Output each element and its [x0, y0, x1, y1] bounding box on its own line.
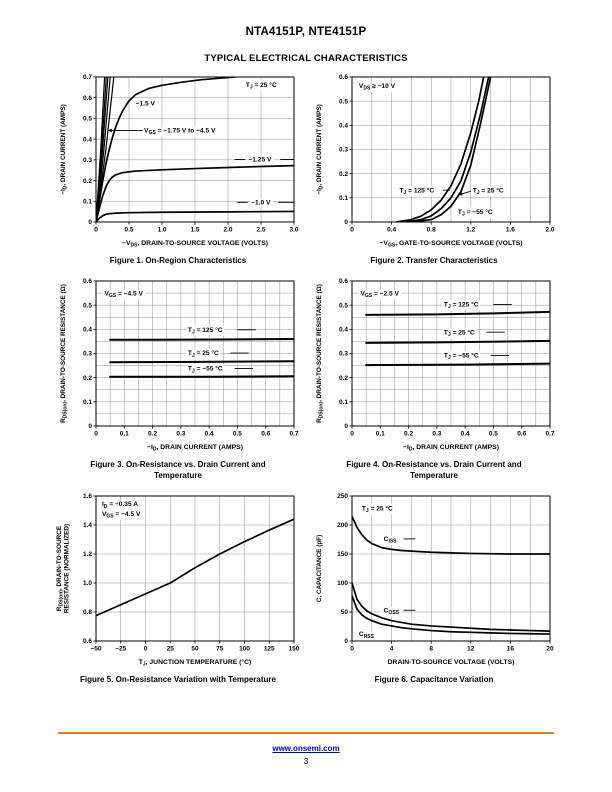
svg-text:0: 0: [88, 219, 92, 227]
svg-text:0: 0: [350, 226, 354, 234]
svg-text:0.6: 0.6: [82, 638, 92, 646]
svg-text:CISS: $C_{ISS}$: [383, 536, 397, 545]
section-title: TYPICAL ELECTRICAL CHARACTERISTICS: [204, 53, 408, 64]
figure-4-caption: Figure 4. On-Resistance vs. Drain Current and Temperature: [346, 460, 522, 480]
y-axis-title: [316, 284, 325, 423]
svg-text:COSS: $C_{OSS}$: [383, 607, 400, 617]
svg-text:TJ = 25 °C: $T_J = 25$ °C: [472, 187, 504, 196]
annotations: [134, 81, 278, 207]
svg-text:−ID, DRAIN CURRENT (AMPS): $-I_D$, DRAIN CURRENT (AMPS): [403, 444, 499, 453]
x-axis-title: [388, 659, 515, 666]
grid-lines: [352, 496, 550, 641]
svg-text:1.6: 1.6: [505, 226, 515, 234]
svg-text:0.4: 0.4: [460, 430, 470, 438]
svg-text:0.3: 0.3: [432, 430, 442, 438]
x-axis-title: [139, 658, 252, 668]
svg-text:0.1: 0.1: [338, 399, 348, 407]
x-axis-title: [379, 240, 522, 249]
svg-text:−1.5 V: −1.5 V: [135, 100, 155, 108]
x-axis-title: [147, 444, 243, 453]
svg-text:1.2: 1.2: [82, 551, 92, 559]
svg-text:0: 0: [350, 430, 354, 438]
svg-text:2.5: 2.5: [256, 226, 266, 234]
figure-2-caption: Figure 2. Transfer Characteristics: [370, 256, 498, 265]
figure-6: [310, 491, 558, 685]
svg-text:250: 250: [337, 493, 348, 501]
y-axis-title: [60, 104, 69, 194]
svg-text:3.0: 3.0: [289, 226, 299, 234]
svg-text:50: 50: [340, 609, 348, 617]
svg-text:0.1: 0.1: [82, 198, 92, 206]
svg-text:0: 0: [88, 423, 92, 431]
svg-text:TJ = −55 °C: $T_J = -55$ °C: [443, 353, 479, 362]
svg-text:8: 8: [429, 645, 434, 653]
svg-text:0.4: 0.4: [338, 122, 348, 130]
svg-text:−25: −25: [115, 645, 127, 653]
svg-text:25: 25: [166, 645, 174, 653]
svg-text:75: 75: [216, 645, 224, 653]
svg-text:VGS = −1.75 V to −4.5 V: $V_{GS} = -1.75$ V to −4.5 V: [144, 127, 216, 137]
annotations: [357, 504, 401, 640]
svg-text:0.1: 0.1: [119, 430, 129, 438]
svg-text:0.6: 0.6: [82, 94, 92, 102]
grid-lines: [352, 77, 550, 222]
y-axis-title: [316, 535, 323, 603]
svg-text:0.2: 0.2: [82, 375, 92, 383]
footer-divider: [58, 732, 554, 735]
svg-text:0.5: 0.5: [232, 430, 242, 438]
svg-text:VGS = −4.5 V: $V_{GS} = -4.5$ V: [101, 511, 141, 520]
svg-text:DRAIN-TO-SOURCE VOLTAGE (VOLTS: DRAIN-TO-SOURCE VOLTAGE (VOLTS): [387, 659, 515, 667]
page-number: 3: [303, 757, 309, 766]
svg-text:100: 100: [337, 580, 348, 588]
svg-text:−VGS, GATE-TO-SOURCE VOLTAGE (: $-V_{GS}$, GATE-TO-SOURCE VOLTAGE (VOLTS): [379, 240, 523, 249]
svg-text:1.6: 1.6: [82, 493, 92, 501]
figure-4-chart: [310, 276, 558, 457]
svg-text:TJ = −55 °C: $T_J = -55$ °C: [457, 209, 493, 218]
svg-text:0.6: 0.6: [82, 278, 92, 286]
svg-text:0.5: 0.5: [124, 226, 134, 234]
svg-text:0.3: 0.3: [176, 430, 186, 438]
svg-text:0.2: 0.2: [148, 430, 158, 438]
svg-text:0.2: 0.2: [338, 375, 348, 383]
figure-3: [54, 276, 302, 481]
svg-text:−50: −50: [90, 645, 102, 653]
figure-2-chart: [310, 72, 558, 253]
svg-text:0.4: 0.4: [82, 136, 92, 144]
svg-text:0.1: 0.1: [82, 399, 92, 407]
svg-text:0: 0: [350, 645, 354, 653]
figure-3-caption: Figure 3. On-Resistance vs. Drain Current and Temperature: [90, 460, 266, 480]
svg-text:C, CAPACITANCE (pF): C, CAPACITANCE (pF): [316, 534, 323, 603]
svg-text:2.0: 2.0: [545, 226, 555, 234]
svg-text:0.6: 0.6: [338, 74, 348, 82]
annotations: [100, 501, 142, 520]
svg-text:TJ = 125 °C: $T_J = 125$ °C: [187, 327, 223, 337]
figure-5: [54, 491, 302, 685]
svg-text:−VDS, DRAIN-TO-SOURCE VOLTAGE: $-V_{DS}$, DRAIN-TO-SOURCE VOLTAGE (VOLTS): [122, 240, 268, 249]
svg-text:0.5: 0.5: [488, 430, 498, 438]
x-axis-title: [122, 240, 268, 249]
svg-text:200: 200: [337, 522, 348, 530]
svg-text:TJ, JUNCTION TEMPERATURE (°C): $T_J$, JUNCTION TEMPERATURE (°C): [138, 659, 252, 668]
svg-text:2.0: 2.0: [223, 226, 233, 234]
svg-text:0: 0: [94, 226, 98, 234]
part-number-title: NTA4151P, NTE4151P: [245, 26, 367, 38]
svg-text:0.6: 0.6: [338, 278, 348, 286]
svg-text:0.1: 0.1: [375, 430, 385, 438]
svg-text:0.2: 0.2: [82, 177, 92, 185]
svg-text:0.7: 0.7: [545, 430, 555, 438]
svg-text:−1.0 V: −1.0 V: [251, 199, 271, 207]
leader-lines: [108, 129, 294, 203]
svg-text:50: 50: [191, 645, 199, 653]
figures-grid: [0, 72, 612, 686]
svg-text:0.8: 0.8: [426, 226, 436, 234]
svg-text:0.3: 0.3: [82, 351, 92, 359]
svg-text:VGS = −2.5 V: $V_{GS} = -2.5$ V: [360, 290, 399, 300]
svg-text:150: 150: [288, 645, 300, 653]
svg-text:1.5: 1.5: [190, 226, 200, 234]
svg-text:0.1: 0.1: [338, 195, 348, 203]
svg-text:0.7: 0.7: [289, 430, 299, 438]
svg-text:0.5: 0.5: [82, 302, 92, 310]
figure-4: [310, 276, 558, 481]
x-axis-title: [403, 444, 499, 453]
figure-6-chart: [310, 491, 558, 672]
svg-text:0.8: 0.8: [82, 609, 92, 617]
svg-text:0.6: 0.6: [517, 430, 527, 438]
svg-text:125: 125: [263, 645, 275, 653]
svg-text:1.0: 1.0: [157, 226, 167, 234]
svg-text:0.7: 0.7: [82, 74, 92, 82]
figure-2: [310, 72, 558, 266]
svg-text:−1.25 V: −1.25 V: [248, 156, 272, 164]
svg-text:12: 12: [467, 645, 475, 653]
svg-text:150: 150: [337, 551, 348, 559]
y-axis-title: [316, 104, 325, 194]
svg-text:0.3: 0.3: [338, 351, 348, 359]
svg-text:0.4: 0.4: [82, 326, 92, 334]
axis-ticks: [83, 74, 299, 233]
svg-text:100: 100: [239, 645, 250, 653]
svg-text:0.2: 0.2: [404, 430, 414, 438]
svg-text:1.0: 1.0: [82, 580, 92, 588]
svg-text:1.4: 1.4: [82, 522, 92, 530]
leader-lines: [230, 330, 255, 369]
svg-text:0: 0: [143, 645, 148, 653]
svg-text:0.4: 0.4: [204, 430, 214, 438]
svg-text:0: 0: [344, 423, 348, 431]
svg-text:0: 0: [344, 219, 348, 227]
svg-text:0.6: 0.6: [261, 430, 271, 438]
svg-text:0.5: 0.5: [338, 302, 348, 310]
figure-3-chart: [54, 276, 302, 457]
svg-text:−ID, DRAIN CURRENT (AMPS): $-I_D$, DRAIN CURRENT (AMPS): [147, 444, 243, 453]
svg-text:TJ = 25 °C: $T_J = 25$ °C: [361, 505, 393, 515]
footer-link[interactable]: www.onsemi.com: [272, 744, 340, 753]
svg-text:−ID, DRAIN CURRENT (AMPS): $-I_D$, DRAIN CURRENT (AMPS): [60, 104, 69, 195]
svg-text:RESISTANCE (NORMALIZED): RESISTANCE (NORMALIZED): [63, 523, 71, 614]
axis-ticks: [337, 493, 554, 652]
y-axis-title: [56, 524, 71, 613]
svg-text:0.4: 0.4: [387, 226, 397, 234]
svg-text:TJ = 25 °C: $T_J = 25$ °C: [443, 329, 475, 339]
page-header: [0, 0, 612, 64]
svg-text:TJ = 25 °C: $T_J = 25$ °C: [187, 350, 219, 360]
svg-text:4: 4: [389, 645, 394, 653]
svg-text:VDS ≥ −10 V: $V_{DS} \ge -10$ V: [358, 83, 395, 92]
leader-lines: [403, 539, 415, 610]
annotations: [359, 290, 480, 362]
svg-text:0.4: 0.4: [338, 326, 348, 334]
page-footer: [58, 732, 554, 767]
svg-text:0: 0: [344, 638, 348, 646]
figure-6-caption: Figure 6. Capacitance Variation: [374, 675, 494, 685]
figure-5-caption: Figure 5. On-Resistance Variation with Temperature: [80, 675, 276, 685]
svg-text:RDS(on), DRAIN-TO-SOURCE RESIS: $R_{DS(on)}$, DRAIN-TO-SOURCE RESISTANCE (Ω): [316, 284, 325, 424]
svg-text:1.2: 1.2: [466, 226, 476, 234]
svg-text:0.3: 0.3: [82, 157, 92, 165]
svg-text:TJ = 125 °C: $T_J = 125$ °C: [399, 187, 435, 196]
svg-text:0: 0: [94, 430, 98, 438]
figure-5-chart: [54, 491, 302, 672]
svg-text:TJ = 25 °C: $T_J = 25$ °C: [245, 82, 277, 91]
svg-text:ID = −0.35 A: $I_D = -0.35$ A: [101, 501, 138, 510]
svg-text:0.5: 0.5: [82, 115, 92, 123]
svg-text:RDS(on), DRAIN-TO-SOURCE RESIS: $R_{DS(on)}$, DRAIN-TO-SOURCE RESISTANCE (Ω): [60, 284, 69, 424]
y-axis-title: [60, 284, 69, 423]
svg-text:VGS = −4.5 V: $V_{GS} = -4.5$ V: [104, 290, 143, 300]
figure-1-caption: Figure 1. On-Region Characteristics: [109, 256, 247, 265]
svg-text:0.5: 0.5: [338, 98, 348, 106]
svg-text:16: 16: [506, 645, 515, 653]
figure-1: [54, 72, 302, 266]
svg-text:RDS(on), DRAIN-TO-SOURCE: $R_{DS(on)}$, DRAIN-TO-SOURCE: [56, 526, 65, 612]
svg-text:CRSS: $C_{RSS}$: [358, 631, 374, 641]
svg-text:TJ = 125 °C: $T_J = 125$ °C: [443, 302, 479, 311]
svg-text:20: 20: [546, 645, 554, 653]
svg-text:TJ = −55 °C: $T_J = -55$ °C: [187, 366, 223, 375]
svg-text:0.2: 0.2: [338, 170, 348, 178]
figure-1-chart: [54, 72, 302, 253]
svg-text:0.3: 0.3: [338, 146, 348, 154]
svg-text:−ID, DRAIN CURRENT (AMPS): $-I_D$, DRAIN CURRENT (AMPS): [316, 104, 325, 195]
